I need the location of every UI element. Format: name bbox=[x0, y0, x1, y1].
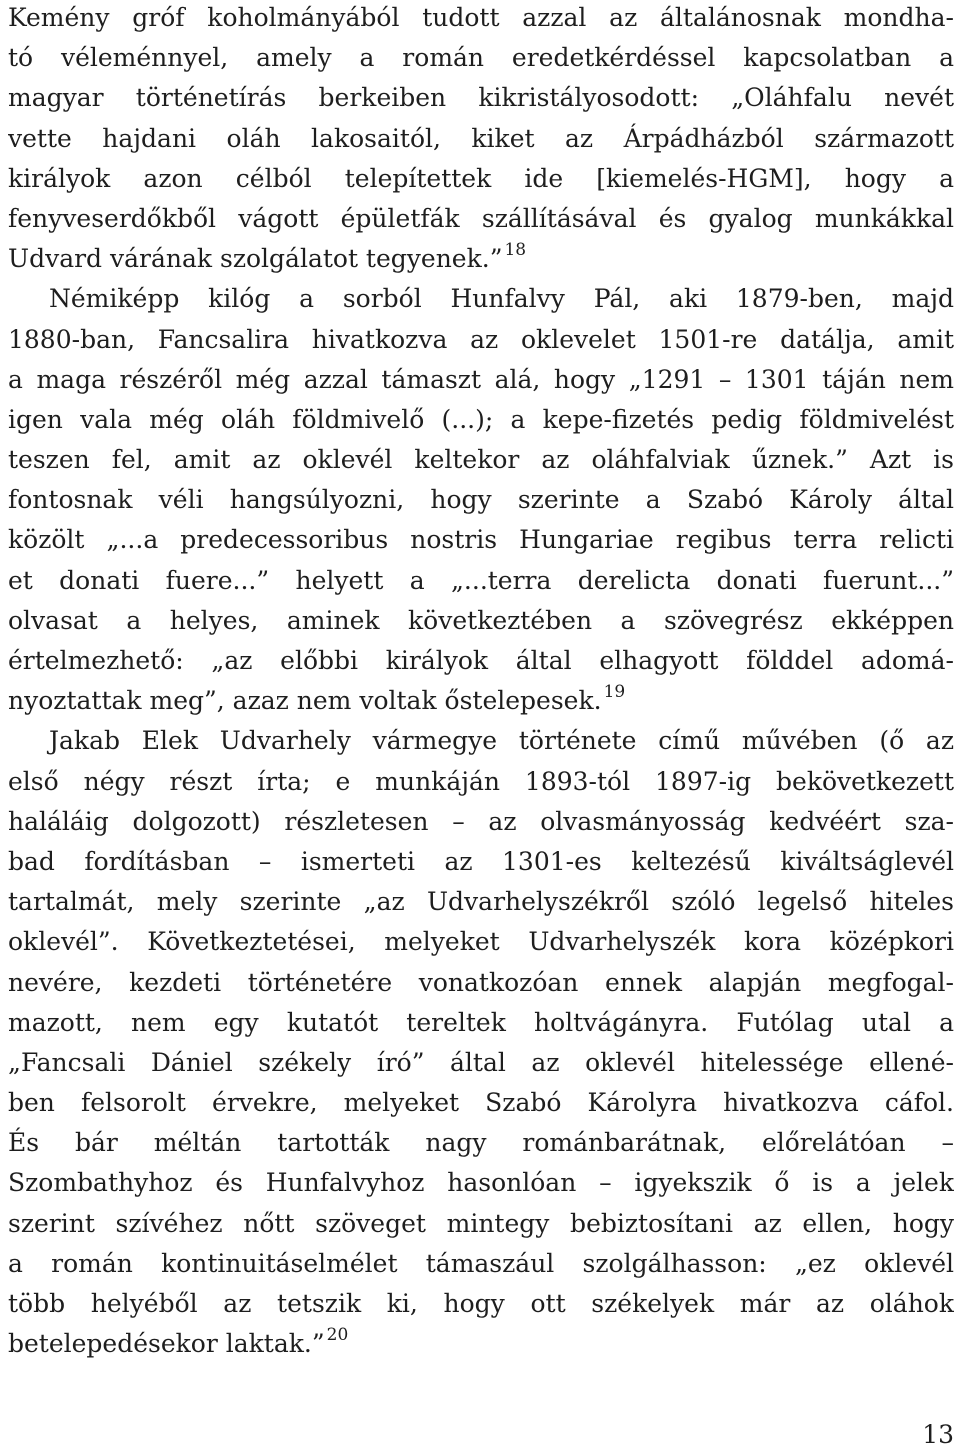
text-line: bad fordításban – ismerteti az 1301-es keltezésű kiváltságlevél bbox=[8, 846, 954, 876]
footnote-marker[interactable]: 20 bbox=[326, 1325, 349, 1346]
text-line: „Fancsali Dániel székely író” által az oklevél hitelessége ellené- bbox=[8, 1047, 954, 1077]
text-line-with-footnote bbox=[8, 1324, 954, 1364]
text-line: értelmezhető: „az előbbi királyok által elhagyott földdel adomá- bbox=[8, 646, 954, 675]
text-line: És bár méltán tartották nagy románbarátnak, előrelátóan – bbox=[8, 1128, 954, 1158]
paragraph-1 bbox=[8, 0, 954, 279]
text-line: oklevél”. Következtetései, melyeket Udvarhelyszék kora középkori bbox=[8, 927, 954, 957]
text-line: Udvard várának szolgálatot tegyenek.” bbox=[8, 244, 503, 274]
text-line: betelepedésekor laktak.” bbox=[8, 1329, 325, 1359]
text-line: Jakab Elek Udvarhely vármegye története című művében (ő az bbox=[49, 726, 954, 756]
text-line: nyoztattak meg”, azaz nem voltak őstelepesek. bbox=[8, 686, 602, 716]
text-line: Szombathyhoz és Hunfalvyhoz hasonlóan – igyekszik ő is a jelek bbox=[8, 1168, 954, 1198]
text-line: haláláig dolgozott) részletesen – az olvasmányosság kedvéért sza- bbox=[8, 806, 954, 836]
text-line: első négy részt írta; e munkáján 1893-tól 1897-ig bekövetkezett bbox=[8, 766, 954, 796]
text-line: fenyveserdőkből vágott épületfák szállításával és gyalog munkákkal bbox=[8, 203, 954, 233]
text-line: a román kontinuitáselmélet támaszául szolgálhasson: „ez oklevél bbox=[8, 1248, 954, 1278]
text-line-with-footnote bbox=[8, 681, 954, 721]
text-line: több helyéből az tetszik ki, hogy ott székelyek már az oláhok bbox=[8, 1289, 954, 1318]
text-line: szerint szívéhez nőtt szöveget mintegy bebiztosítani az ellen, hogy bbox=[8, 1208, 954, 1238]
text-line: igen vala még oláh földmivelő (...); a kepe-fizetés pedig földmivelést bbox=[8, 404, 954, 434]
page-number: 13 bbox=[922, 1420, 954, 1449]
text-line: teszen fel, amit az oklevél keltekor az oláhfalviak űznek.” Azt is bbox=[8, 445, 954, 475]
text-line: a maga részéről még azzal támaszt alá, hogy „1291 – 1301 táján nem bbox=[8, 364, 954, 394]
text-line: közölt „...a predecessoribus nostris Hungariae regibus terra relicti bbox=[8, 525, 954, 555]
text-line: magyar történetírás berkeiben kikristályosodott: „Oláhfalu nevét bbox=[8, 83, 954, 113]
text-line: fontosnak véli hangsúlyozni, hogy szerinte a Szabó Károly által bbox=[8, 485, 954, 515]
text-line: Kemény gróf koholmányából tudott azzal az általánosnak mondha- bbox=[8, 3, 954, 32]
paragraph-2 bbox=[8, 279, 954, 721]
text-line: 1880-ban, Fancsalira hivatkozva az oklevelet 1501-re datálja, amit bbox=[8, 324, 954, 354]
text-line: Némiképp kilóg a sorból Hunfalvy Pál, aki 1879-ben, majd bbox=[49, 284, 954, 314]
footnote-marker[interactable]: 18 bbox=[504, 240, 527, 261]
text-line: tartalmát, mely szerinte „az Udvarhelyszékről szóló legelső hiteles bbox=[8, 887, 954, 917]
text-line: et donati fuere...” helyett a „...terra derelicta donati fuerunt...” bbox=[8, 565, 954, 595]
text-line: mazott, nem egy kutatót tereltek holtvágányra. Futólag utal a bbox=[8, 1007, 954, 1037]
document-page bbox=[8, 0, 954, 1364]
text-line-with-footnote bbox=[8, 239, 954, 279]
text-line: tó véleménnyel, amely a román eredetkérdéssel kapcsolatban a bbox=[8, 43, 954, 73]
footnote-marker[interactable]: 19 bbox=[603, 682, 626, 703]
text-line: vette hajdani oláh lakosaitól, kiket az Árpádházból származott bbox=[8, 123, 954, 153]
text-line: nevére, kezdeti történetére vonatkozóan ennek alapján megfogal- bbox=[8, 967, 954, 997]
text-line: királyok azon célból telepítettek ide [kiemelés-HGM], hogy a bbox=[8, 163, 954, 193]
paragraph-3 bbox=[8, 721, 954, 1364]
text-line: olvasat a helyes, aminek következtében a szövegrész ekképpen bbox=[8, 605, 954, 635]
text-line: ben felsorolt érvekre, melyeket Szabó Károlyra hivatkozva cáfol. bbox=[8, 1088, 954, 1118]
